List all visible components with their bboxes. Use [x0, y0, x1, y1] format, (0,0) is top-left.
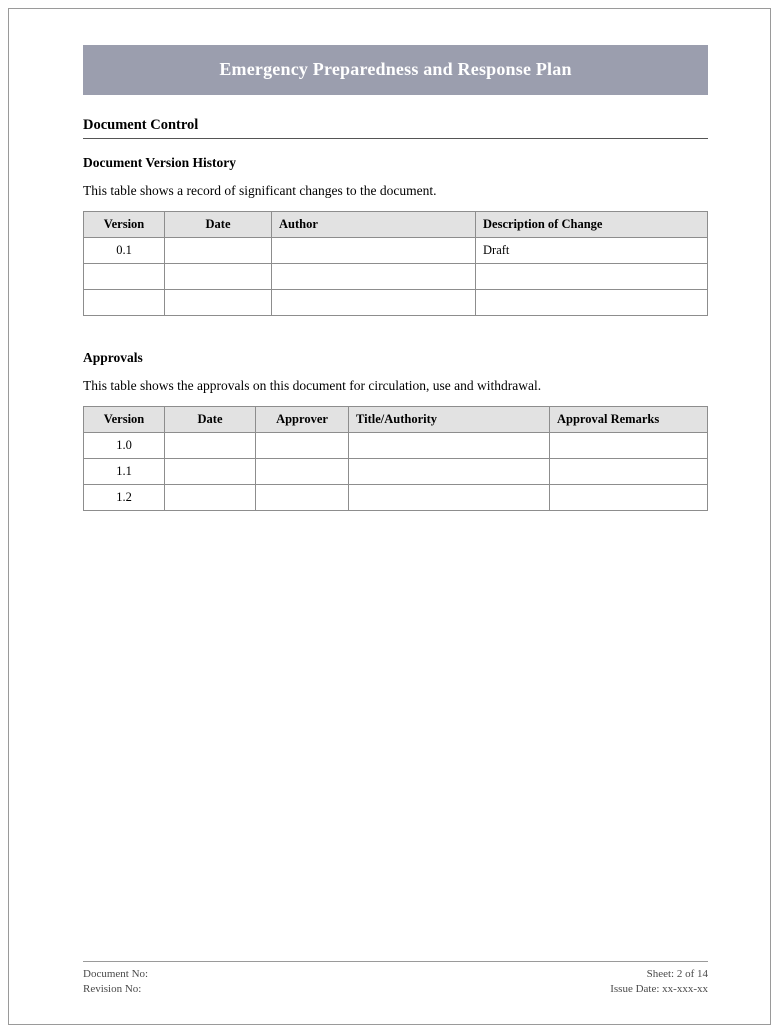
table-row — [84, 238, 708, 264]
cell-date — [165, 433, 256, 459]
footer-sheet: Sheet: 2 of 14 — [646, 968, 708, 980]
cell-date — [165, 459, 256, 485]
column-header-date: Date — [165, 407, 256, 433]
column-header-approver: Approver — [256, 407, 349, 433]
column-header-description-of-change: Description of Change — [476, 212, 708, 238]
cell-version: 1.2 — [84, 485, 165, 511]
cell-version: 1.0 — [84, 433, 165, 459]
cell-approver — [256, 485, 349, 511]
cell-author — [272, 238, 476, 264]
table-header-row — [84, 407, 708, 433]
column-header-version: Version — [84, 407, 165, 433]
cell-description: Draft — [476, 238, 708, 264]
column-header-version: Version — [84, 212, 165, 238]
cell-date — [165, 264, 272, 290]
footer-revision-no: Revision No: — [83, 983, 142, 995]
cell-approval-remarks — [550, 433, 708, 459]
footer-document-no: Document No: — [83, 968, 149, 980]
cell-version: 1.1 — [84, 459, 165, 485]
cell-approver — [256, 459, 349, 485]
page-footer — [83, 961, 708, 997]
cell-date — [165, 485, 256, 511]
table-row — [84, 485, 708, 511]
cell-approver — [256, 433, 349, 459]
table-row — [84, 290, 708, 316]
table-row — [84, 433, 708, 459]
column-header-date: Date — [165, 212, 272, 238]
cell-version — [84, 290, 165, 316]
document-page — [8, 8, 771, 1025]
version-history-table — [83, 211, 708, 316]
page-title: Emergency Preparedness and Response Plan — [83, 45, 708, 95]
table-row — [84, 264, 708, 290]
sub-heading-approvals: Approvals — [83, 350, 143, 365]
cell-description — [476, 290, 708, 316]
footer-issue-date: Issue Date: xx-xxx-xx — [610, 983, 708, 995]
cell-author — [272, 290, 476, 316]
cell-date — [165, 290, 272, 316]
cell-title-authority — [349, 433, 550, 459]
cell-version: 0.1 — [84, 238, 165, 264]
cell-version — [84, 264, 165, 290]
column-header-title-authority: Title/Authority — [349, 407, 550, 433]
column-header-author: Author — [272, 212, 476, 238]
column-header-approval-remarks: Approval Remarks — [550, 407, 708, 433]
footer-row-top — [83, 967, 708, 982]
section-heading-document-control: Document Control — [83, 117, 708, 139]
approvals-intro: This table shows the approvals on this document for circulation, use and withdrawal. — [83, 378, 542, 393]
approvals-table — [83, 406, 708, 511]
table-header-row — [84, 212, 708, 238]
table-row — [84, 459, 708, 485]
cell-approval-remarks — [550, 459, 708, 485]
cell-description — [476, 264, 708, 290]
cell-author — [272, 264, 476, 290]
page-content — [83, 45, 708, 511]
version-history-intro: This table shows a record of significant changes to the document. — [83, 183, 437, 198]
cell-date — [165, 238, 272, 264]
cell-approval-remarks — [550, 485, 708, 511]
cell-title-authority — [349, 459, 550, 485]
sub-heading-version-history: Document Version History — [83, 155, 236, 170]
cell-title-authority — [349, 485, 550, 511]
footer-row-bottom — [83, 982, 708, 997]
